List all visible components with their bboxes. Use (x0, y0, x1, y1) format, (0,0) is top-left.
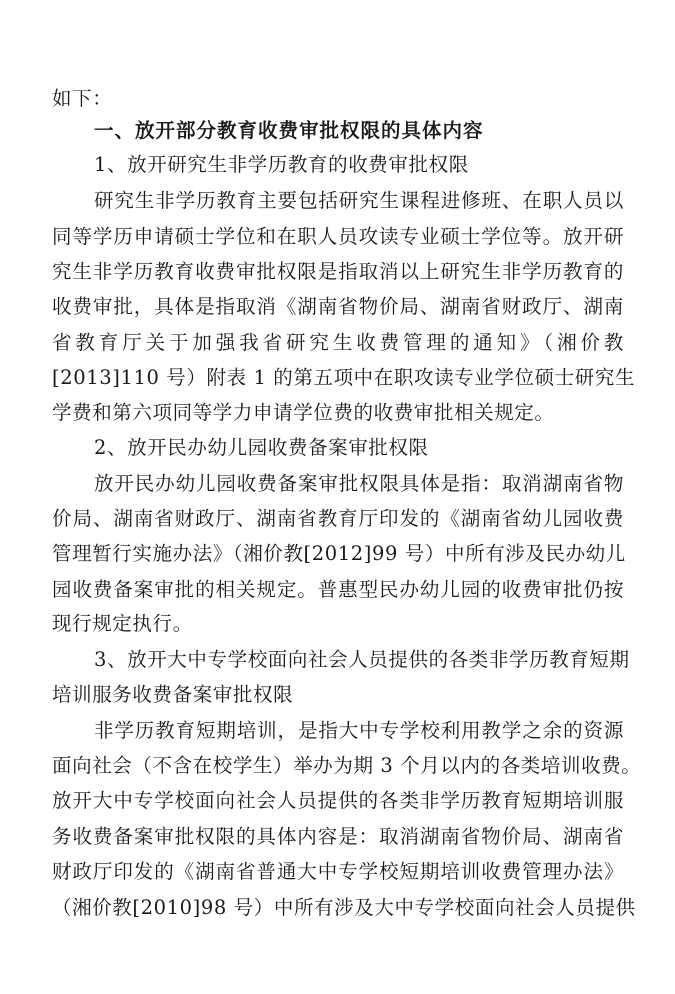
item1-line: 研究生非学历教育主要包括研究生课程进修班、在职人员以 (94, 189, 624, 212)
section-heading: 一、放开部分教育收费审批权限的具体内容 (94, 119, 484, 142)
item2-line: 价局、湖南省财政厅、湖南省教育厅印发的《湖南省幼儿园收费 (52, 507, 624, 530)
item1-line: 收费审批，具体是指取消《湖南省物价局、湖南省财政厅、湖南 (52, 295, 624, 318)
item1-line: 究生非学历教育收费审批权限是指取消以上研究生非学历教育的 (52, 260, 624, 283)
item2-line: 园收费备案审批的相关规定。普惠型民办幼儿园的收费审批仍按 (52, 578, 624, 601)
item3-heading: 培训服务收费备案审批权限 (52, 683, 294, 706)
item1-line: [2013]110 号）附表 1 的第五项中在职攻读专业学位硕士研究生 (52, 366, 636, 389)
item1-line: 省教育厅关于加强我省研究生收费管理的通知》（湘价教 (52, 331, 624, 354)
item3-line: 务收费备案审批权限的具体内容是：取消湖南省物价局、湖南省 (52, 825, 624, 848)
item3-line: 放开大中专学校面向社会人员提供的各类非学历教育短期培训服 (52, 789, 624, 812)
item3-line: 财政厅印发的《湖南省普通大中专学校短期培训收费管理办法》 (52, 860, 624, 883)
item3-line: （湘价教[2010]98 号）中所有涉及大中专学校面向社会人员提供 (52, 896, 636, 919)
item1-line: 同等学历申请硕士学位和在职人员攻读专业硕士学位等。放开研 (52, 225, 624, 248)
item3-line: 非学历教育短期培训，是指大中专学校利用教学之余的资源 (94, 719, 624, 742)
item3-heading: 3、放开大中专学校面向社会人员提供的各类非学历教育短期 (94, 648, 630, 671)
item3-line: 面向社会（不含在校学生）举办为期 3 个月以内的各类培训收费。 (52, 754, 642, 777)
item2-line: 现行规定执行。 (52, 612, 193, 635)
item2-heading: 2、放开民办幼儿园收费备案审批权限 (94, 436, 429, 459)
item1-heading: 1、放开研究生非学历教育的收费审批权限 (94, 153, 469, 176)
intro-text: 如下： (52, 87, 113, 110)
item1-line: 学费和第六项同等学力申请学位费的收费审批相关规定。 (52, 401, 555, 424)
item2-line: 管理暂行实施办法》（湘价教[2012]99 号）中所有涉及民办幼儿 (52, 542, 626, 565)
item2-line: 放开民办幼儿园收费备案审批权限具体是指：取消湖南省物 (94, 472, 624, 495)
